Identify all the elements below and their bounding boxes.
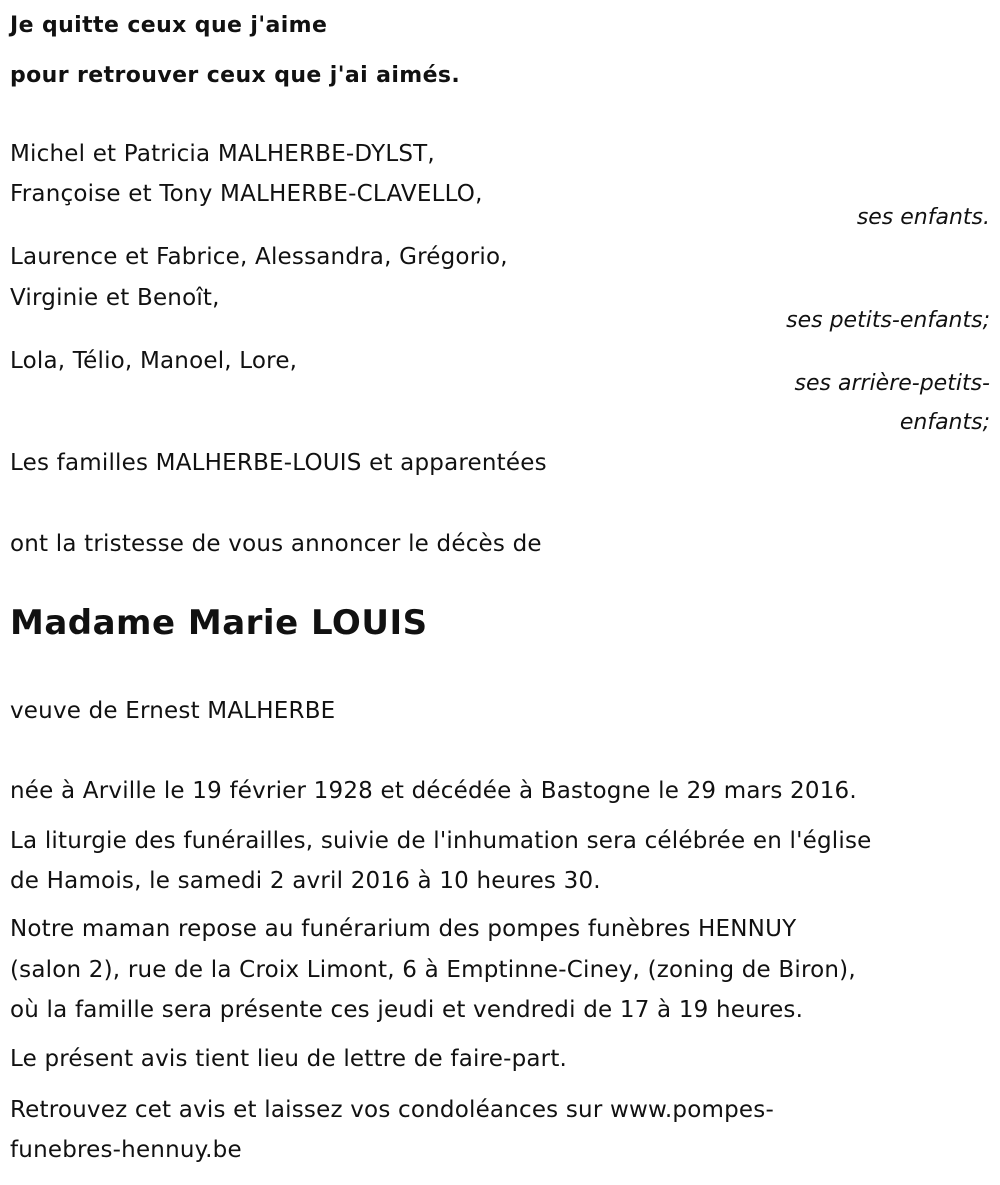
- rest-line-1: Notre maman repose au funérarium des pompes funèbres HENNUY: [10, 916, 797, 942]
- liturgy-line-1: La liturgie des funérailles, suivie de l'inhumation sera célébrée en l'église: [10, 828, 872, 854]
- children-line-2: Françoise et Tony MALHERBE-CLAVELLO,: [10, 181, 483, 207]
- condolences-line-1: Retrouvez cet avis et laissez vos condoléances sur www.pompes-: [10, 1097, 774, 1123]
- liturgy-line-2: de Hamois, le samedi 2 avril 2016 à 10 heures 30.: [10, 868, 601, 894]
- families-line: Les familles MALHERBE-LOUIS et apparentées: [10, 450, 547, 476]
- great-grandchildren-line-1: Lola, Télio, Manoel, Lore,: [10, 348, 298, 374]
- great-grandchildren-label-line-2: enfants;: [899, 410, 990, 435]
- children-line-1: Michel et Patricia MALHERBE-DYLST,: [10, 141, 435, 167]
- deceased-name: Madame Marie LOUIS: [10, 603, 428, 643]
- condolences-line-2: funebres-hennuy.be: [10, 1137, 242, 1163]
- grandchildren-line-2: Virginie et Benoît,: [10, 285, 220, 311]
- great-grandchildren-label-line-1: ses arrière-petits-: [794, 371, 990, 396]
- widow-of-line: veuve de Ernest MALHERBE: [10, 698, 336, 724]
- grandchildren-line-1: Laurence et Fabrice, Alessandra, Grégorio,: [10, 244, 508, 270]
- notice-line: Le présent avis tient lieu de lettre de faire-part.: [10, 1046, 568, 1072]
- quote-line-2: pour retrouver ceux que j'ai aimés.: [10, 63, 461, 88]
- birth-death-line: née à Arville le 19 février 1928 et décédée à Bastogne le 29 mars 2016.: [10, 778, 857, 804]
- children-label: ses enfants.: [856, 205, 990, 230]
- grandchildren-label: ses petits-enfants;: [786, 308, 990, 333]
- quote-line-1: Je quitte ceux que j'aime: [10, 13, 328, 38]
- rest-line-3: où la famille sera présente ces jeudi et vendredi de 17 à 19 heures.: [10, 997, 804, 1023]
- announcement-line: ont la tristesse de vous annoncer le décès de: [10, 531, 542, 557]
- rest-line-2: (salon 2), rue de la Croix Limont, 6 à Emptinne-Ciney, (zoning de Biron),: [10, 957, 856, 983]
